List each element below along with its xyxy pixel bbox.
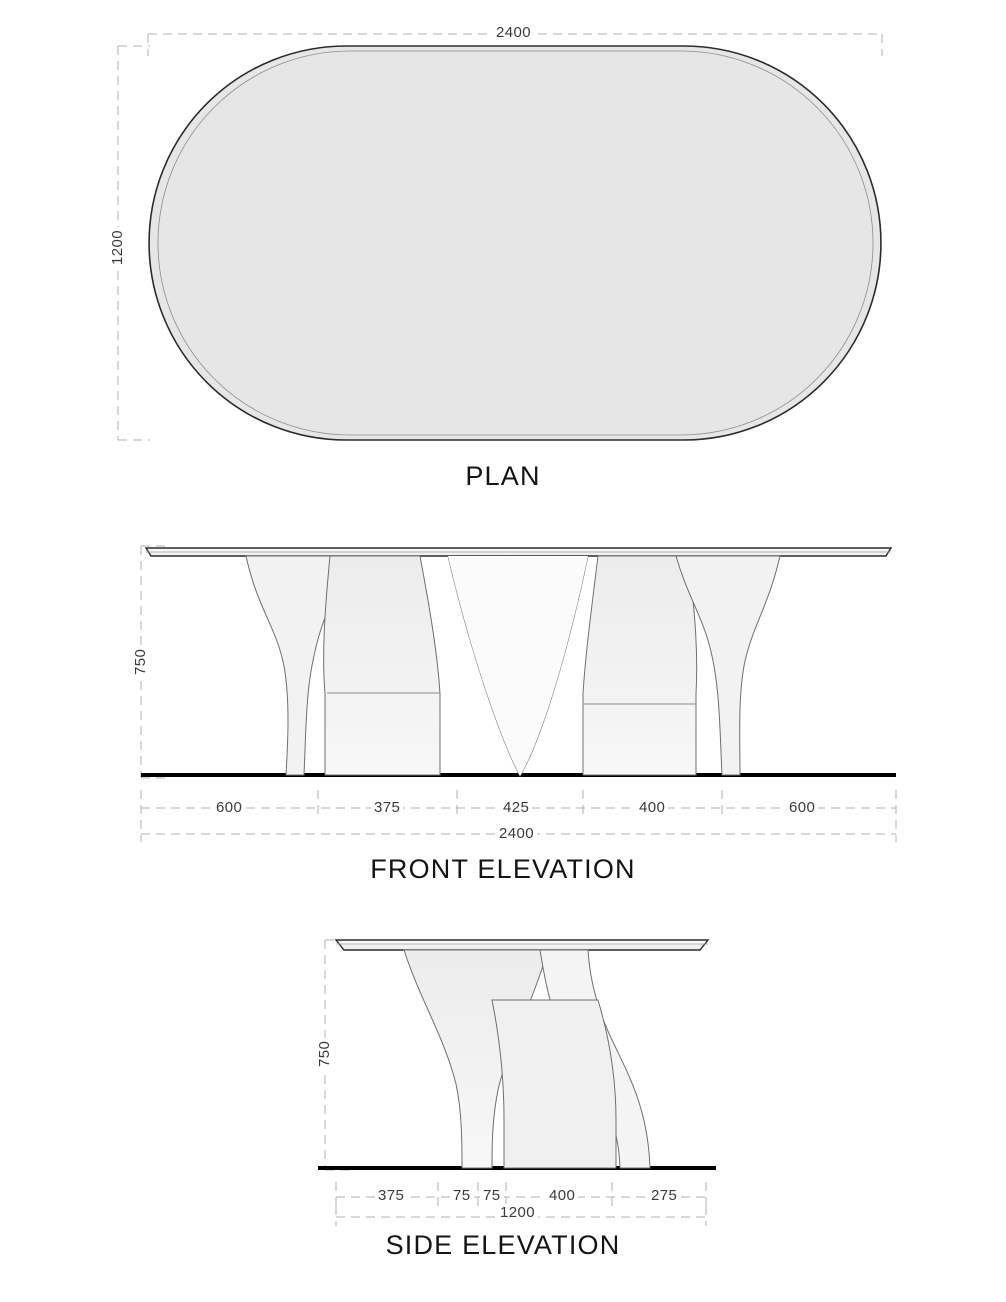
front-segment-2-dimension: 375 [371,799,403,816]
front-leg-left-pedestal [324,556,440,775]
front-segment-5-dimension: 600 [786,799,818,816]
plan-depth-dimension: 1200 [109,227,126,268]
front-centre-brace-fill [448,556,588,776]
front-elevation-view [141,546,896,842]
front-segment-3-dimension: 425 [500,799,532,816]
plan-view-title: PLAN [465,461,541,491]
side-segment-1-dimension: 375 [375,1187,407,1204]
front-height-dimension: 750 [132,646,149,678]
side-segment-2-dimension: 75 [450,1187,474,1204]
plan-tabletop-outline [149,46,881,440]
side-leg-centre-column [492,1000,616,1168]
side-elevation-view [318,940,716,1226]
front-segment-1-dimension: 600 [213,799,245,816]
plan-view [118,34,882,440]
front-elevation-view-title: FRONT ELEVATION [370,854,636,884]
front-segment-4-dimension: 400 [636,799,668,816]
side-segment-3-dimension: 75 [480,1187,504,1204]
side-tabletop [336,940,708,950]
front-total-dimension: 2400 [496,825,537,842]
front-leg-right-pedestal [583,556,697,775]
side-elevation-view-title: SIDE ELEVATION [385,1230,621,1260]
side-segment-5-dimension: 275 [648,1187,680,1204]
side-height-dimension: 750 [316,1038,333,1070]
side-segment-4-dimension: 400 [546,1187,578,1204]
plan-width-dimension: 2400 [493,24,534,41]
side-total-dimension: 1200 [497,1204,538,1221]
